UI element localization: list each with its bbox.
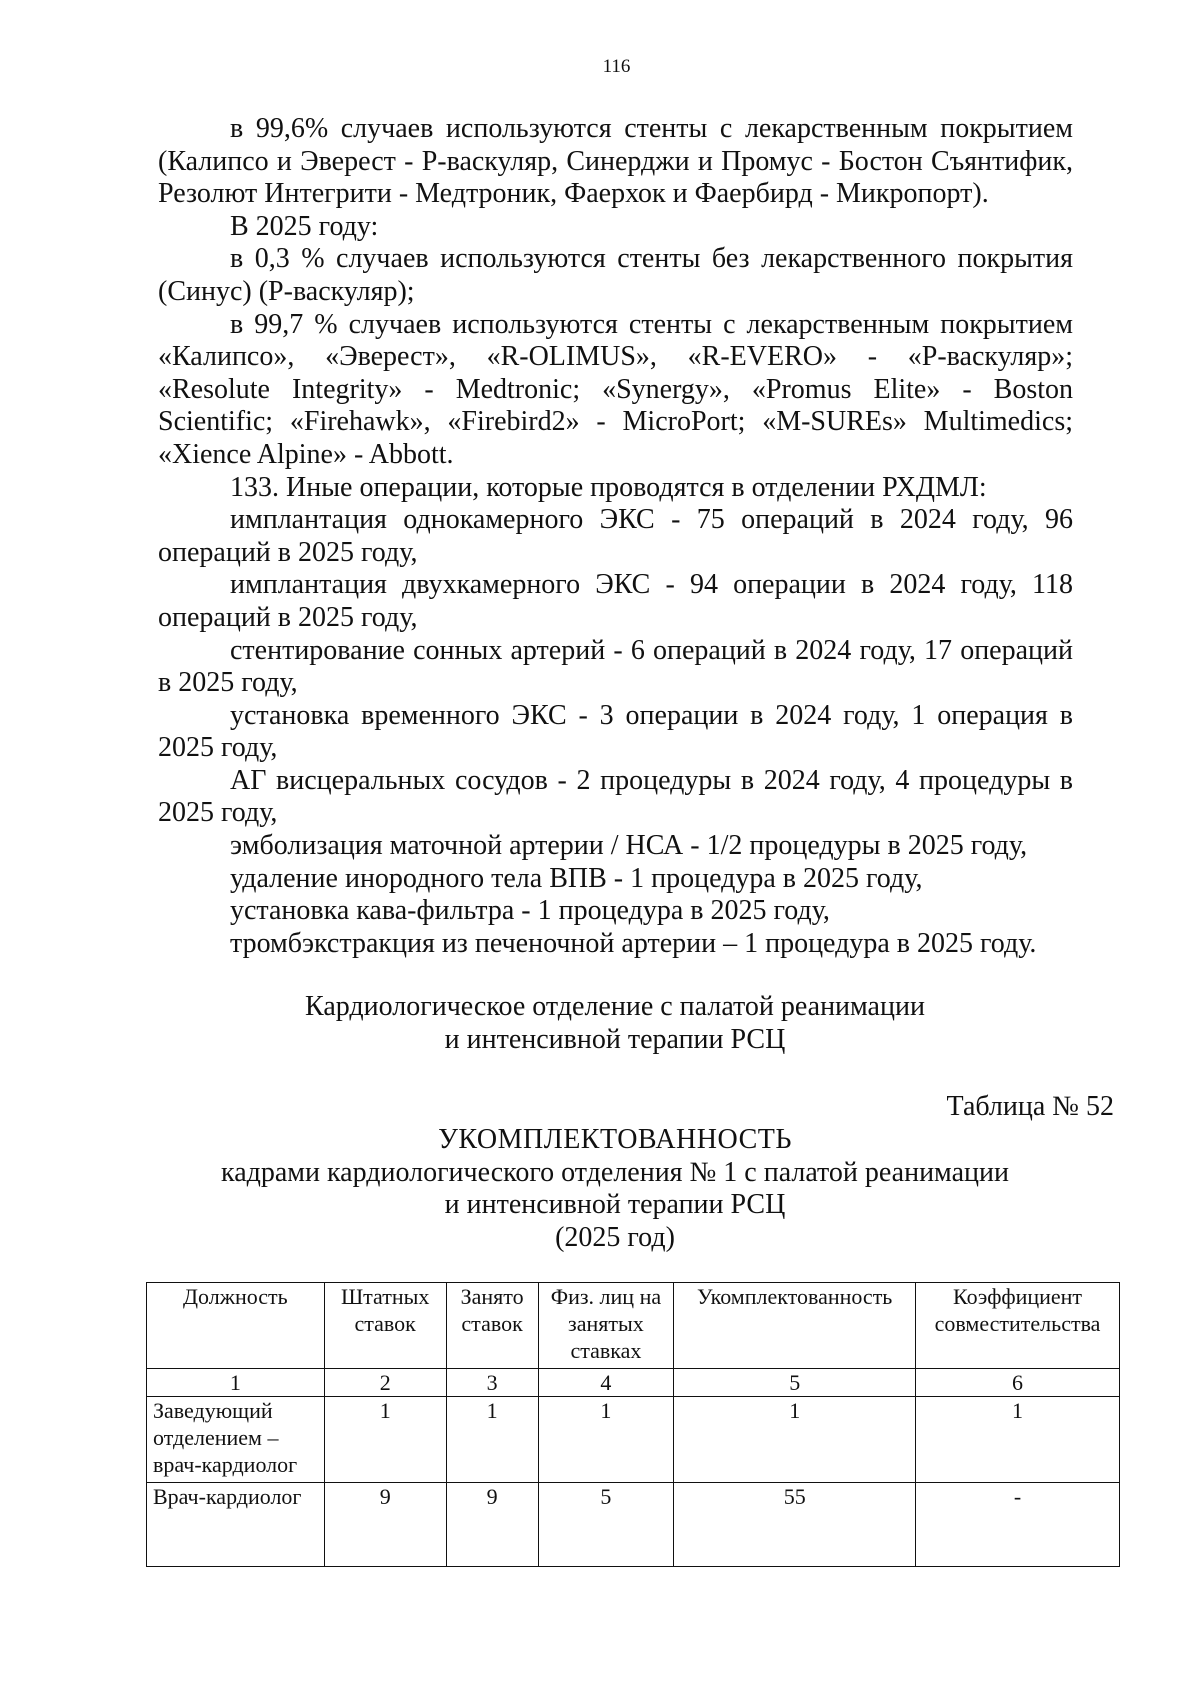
table-title-line: кадрами кардиологического отделения № 1 с палатой реанимации bbox=[221, 1156, 1009, 1188]
section-heading-line: Кардиологическое отделение с палатой реанимации bbox=[305, 991, 925, 1022]
table-cell: 9 bbox=[324, 1483, 446, 1567]
paragraph: В 2025 году: bbox=[230, 210, 379, 242]
table-row bbox=[147, 1397, 1120, 1483]
column-header: Штатных ставок bbox=[324, 1283, 446, 1369]
table-cell: 1 bbox=[916, 1397, 1120, 1483]
paragraph: АГ висцеральных сосудов - 2 процедуры в 2024 году, 4 процедуры в 2025 году, bbox=[158, 764, 1073, 829]
paragraph: удаление инородного тела ВПВ - 1 процедура в 2025 году, bbox=[230, 862, 923, 894]
column-number: 4 bbox=[538, 1369, 674, 1397]
column-number: 1 bbox=[147, 1369, 325, 1397]
paragraph: 133. Иные операции, которые проводятся в отделении РХДМЛ: bbox=[230, 471, 987, 503]
column-header: Должность bbox=[147, 1283, 325, 1369]
table-title-line: УКОМПЛЕКТОВАННОСТЬ bbox=[438, 1124, 792, 1155]
staffing-table bbox=[146, 1282, 1120, 1567]
paragraph: в 0,3 % случаев используются стенты без лекарственного покрытия (Синус) (Р-васкуляр); bbox=[158, 243, 1073, 307]
paragraph: в 99,6% случаев используются стенты с лекарственным покрытием (Калипсо и Эверест - Р-васкуляр, Синерджи и Промус - Бостон Съянтифик, Резолют Интегрити - Медтроник, Фаерхок и Фаербирд - Микропорт). bbox=[158, 113, 1073, 210]
table-cell: 1 bbox=[538, 1397, 674, 1483]
body-text bbox=[158, 113, 1073, 960]
column-header: Физ. лиц на занятых ставках bbox=[538, 1283, 674, 1369]
paragraph: в 99,7 % случаев используются стенты с лекарственным покрытием «Калипсо», «Эверест», «R-OLIMUS», «R-EVERO» - «Р-васкуляр»; «Resolute Integrity» - Medtronic; «Synergy», «Promus Elite» - Boston Scientific; «Firehawk», «Firebird2» - MicroPort; «M-SUREs» Multimedics; «Xience Alpine» - Abbott. bbox=[158, 308, 1073, 470]
column-number: 6 bbox=[916, 1369, 1120, 1397]
table-row bbox=[147, 1483, 1120, 1567]
column-number: 5 bbox=[674, 1369, 916, 1397]
table-cell-position: Врач-кардиолог bbox=[147, 1483, 325, 1567]
paragraph: имплантация однокамерного ЭКС - 75 операций в 2024 году, 96 операций в 2025 году, bbox=[158, 504, 1073, 568]
column-header: Занято ставок bbox=[446, 1283, 538, 1369]
section-heading-line: и интенсивной терапии РСЦ bbox=[444, 1023, 786, 1055]
table-cell: 5 bbox=[538, 1483, 674, 1567]
paragraph: установка кава-фильтра - 1 процедура в 2025 году, bbox=[230, 895, 830, 927]
table-cell: 9 bbox=[446, 1483, 538, 1567]
table-title-line: (2025 год) bbox=[555, 1221, 675, 1253]
table-cell-position: Заведующий отделением – врач-кардиолог bbox=[147, 1397, 325, 1483]
column-header: Укомплектованность bbox=[674, 1283, 916, 1369]
paragraph: эмболизация маточной артерии / НСА - 1/2 процедуры в 2025 году, bbox=[230, 830, 1028, 862]
table-title bbox=[150, 1124, 1080, 1254]
table-header-row bbox=[147, 1283, 1120, 1369]
column-header: Коэффициент совместительства bbox=[916, 1283, 1120, 1369]
table-cell: 1 bbox=[324, 1397, 446, 1483]
table-cell: 1 bbox=[446, 1397, 538, 1483]
table-cell: 1 bbox=[674, 1397, 916, 1483]
paragraph: установка временного ЭКС - 3 операции в 2024 году, 1 операция в 2025 году, bbox=[158, 699, 1073, 764]
table-cell: 55 bbox=[674, 1483, 916, 1567]
column-number-row bbox=[147, 1369, 1120, 1397]
page-number: 116 bbox=[602, 56, 631, 77]
section-heading bbox=[150, 991, 1080, 1056]
paragraph: имплантация двухкамерного ЭКС - 94 операции в 2024 году, 118 операций в 2025 году, bbox=[158, 569, 1073, 633]
table-cell: - bbox=[916, 1483, 1120, 1567]
paragraph: тромбэкстракция из печеночной артерии – 1 процедура в 2025 году. bbox=[230, 927, 1037, 959]
table-title-line: и интенсивной терапии РСЦ bbox=[444, 1189, 786, 1221]
paragraph: стентирование сонных артерий - 6 операций в 2024 году, 17 операций в 2025 году, bbox=[158, 634, 1073, 699]
column-number: 3 bbox=[446, 1369, 538, 1397]
table-number: Таблица № 52 bbox=[946, 1091, 1114, 1122]
column-number: 2 bbox=[324, 1369, 446, 1397]
